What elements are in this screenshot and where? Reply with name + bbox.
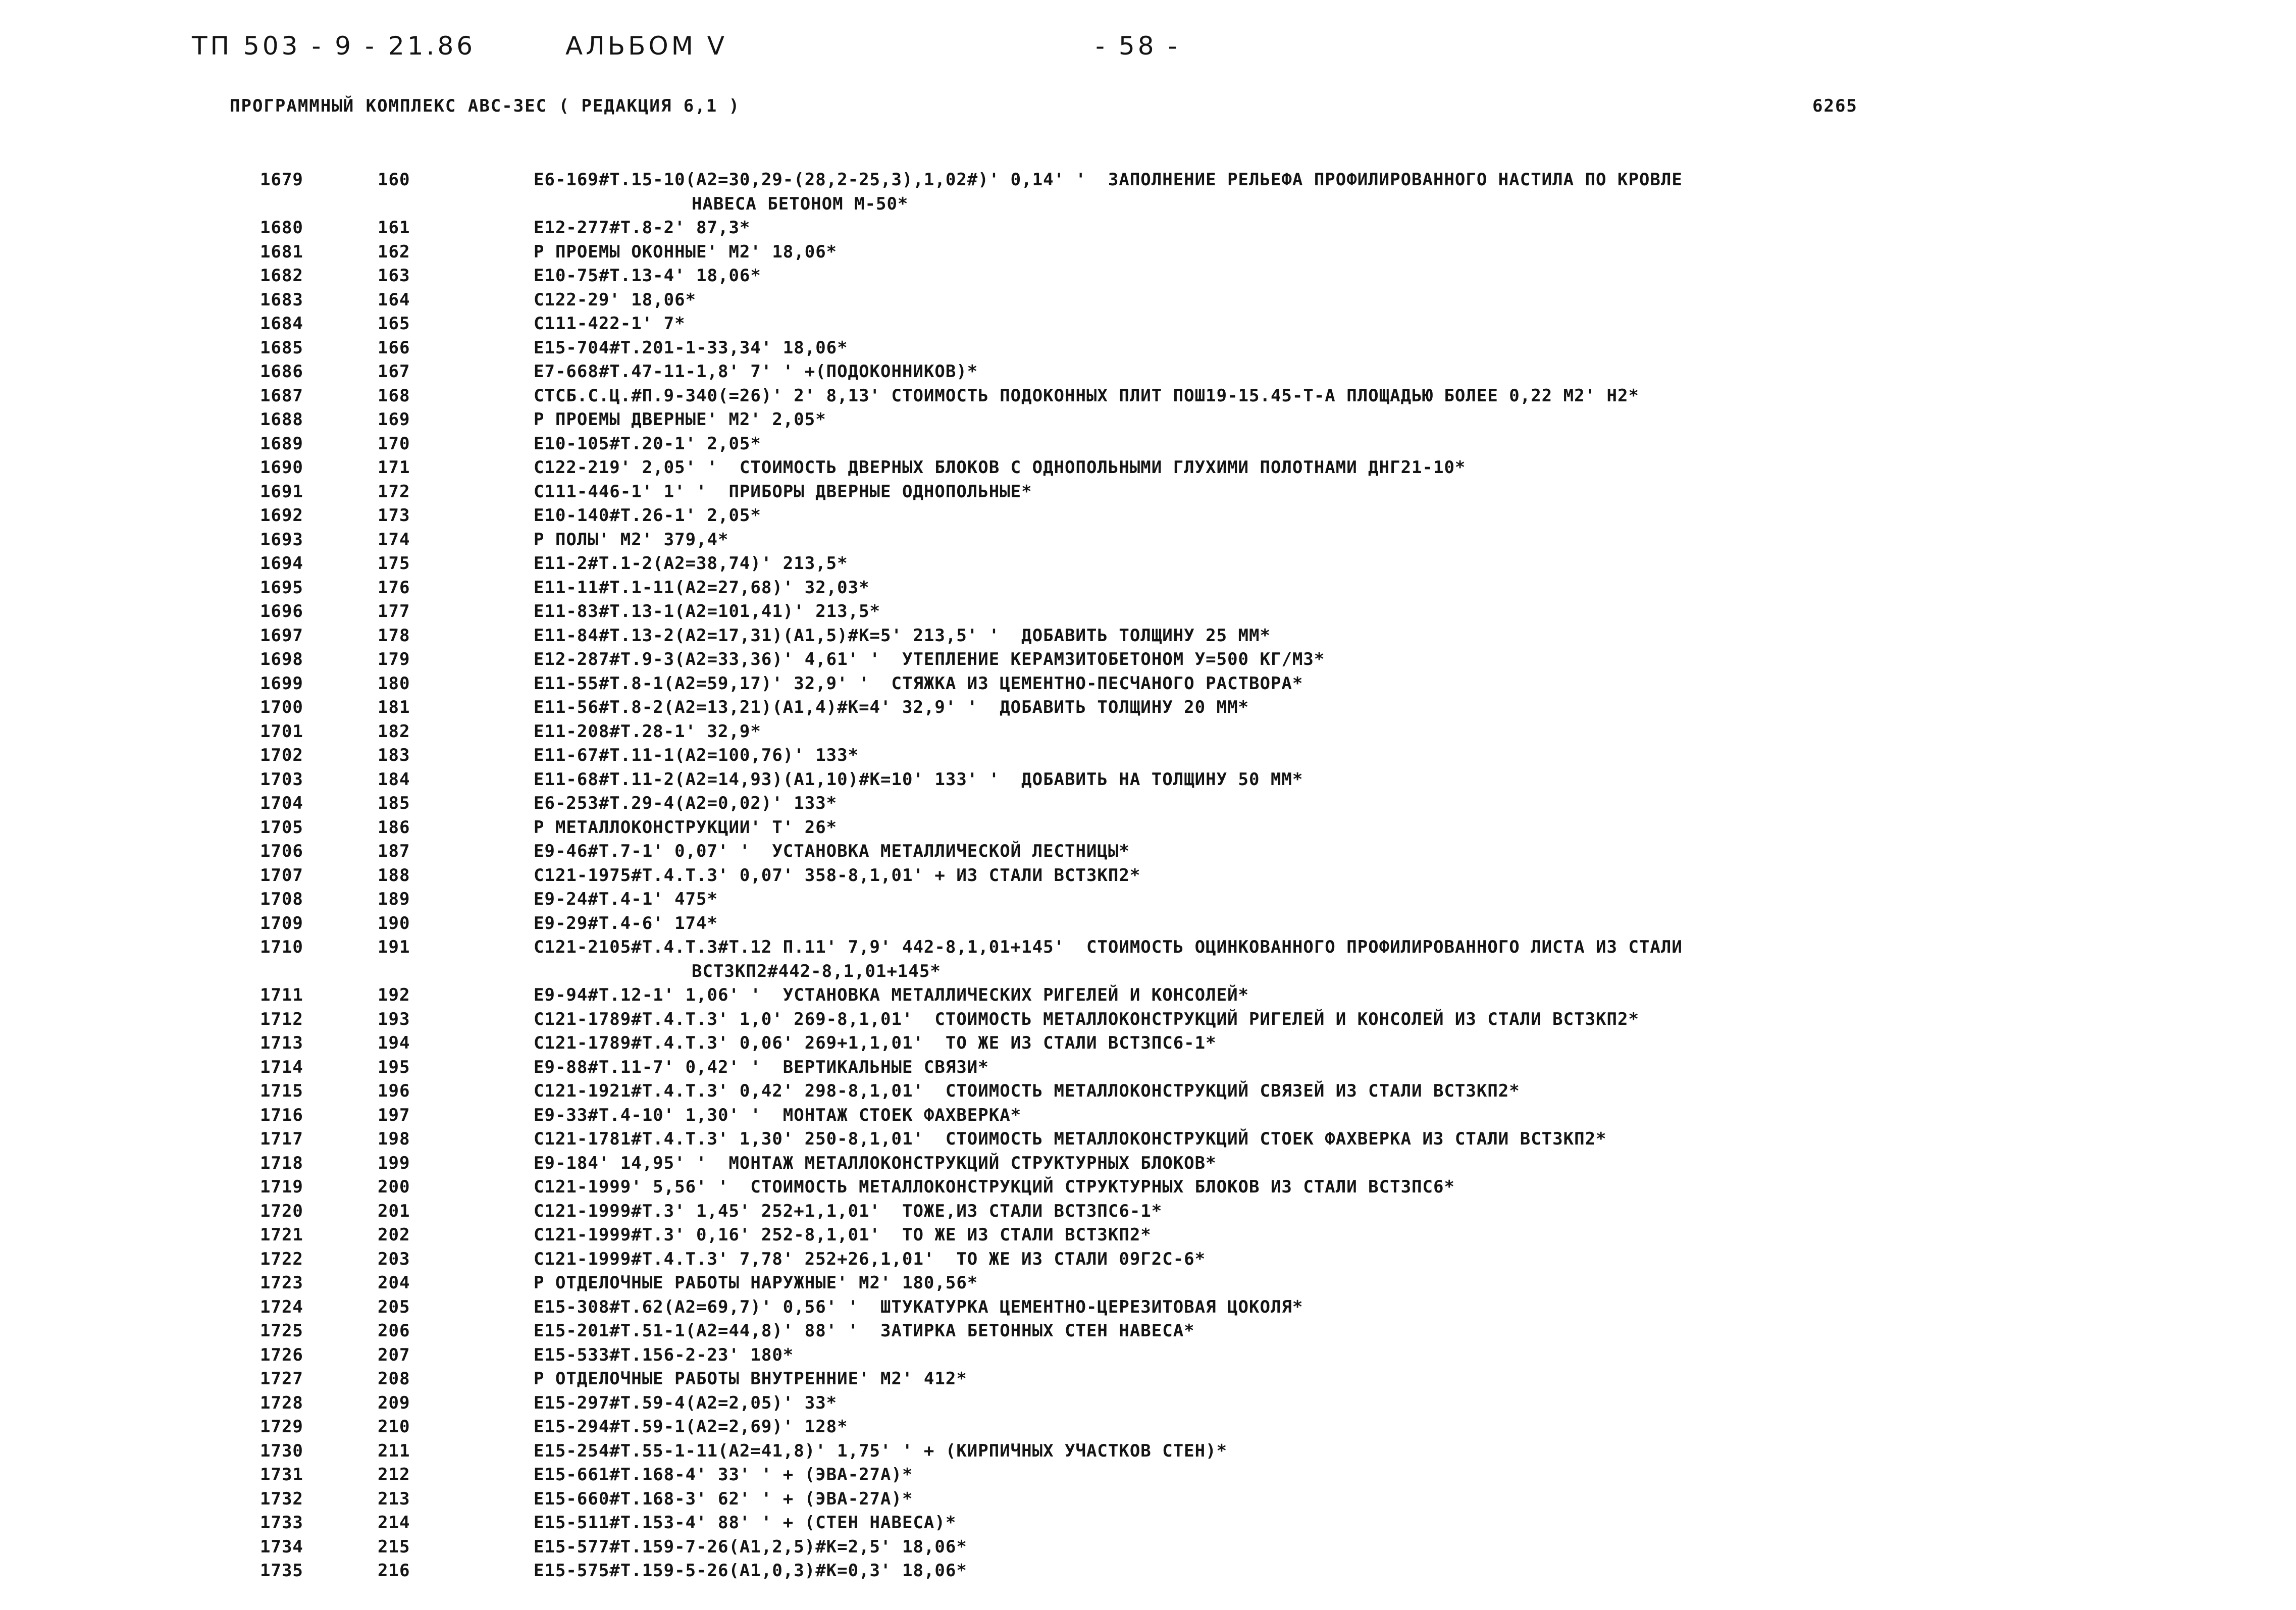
row-text: Е6-253#Т.29-4(А2=0,02)' 133*	[534, 793, 838, 813]
row-text: Е15-575#Т.159-5-26(А1,0,3)#К=0,3' 18,06*	[534, 1561, 967, 1581]
row-item-number: 191	[378, 937, 410, 957]
row-item-number: 201	[378, 1201, 410, 1221]
row-item-number: 189	[378, 889, 410, 909]
row-item-number: 177	[378, 601, 410, 621]
row-item-number: 173	[378, 505, 410, 526]
listing-row	[0, 792, 2296, 816]
row-text: Е10-140#Т.26-1' 2,05*	[534, 505, 761, 526]
row-item-number: 204	[378, 1273, 410, 1293]
row-sequence-number: 1698	[260, 649, 303, 669]
listing-row	[0, 1415, 2296, 1439]
listing-row	[0, 1487, 2296, 1512]
row-item-number: 205	[378, 1296, 410, 1317]
row-sequence-number: 1699	[260, 673, 303, 694]
listing-row	[0, 1248, 2296, 1272]
row-text: С121-1781#Т.4.Т.3' 1,30' 250-8,1,01' СТОИМОСТЬ МЕТАЛЛОКОНСТРУКЦИЙ СТОЕК ФАХВЕРКА ИЗ СТАЛИ ВСТ3КП2*	[534, 1129, 1607, 1149]
row-item-number: 170	[378, 433, 410, 454]
row-text: Е11-2#Т.1-2(А2=38,74)' 213,5*	[534, 553, 848, 574]
listing-row	[0, 360, 2296, 384]
row-sequence-number: 1696	[260, 601, 303, 621]
row-text: С111-446-1' 1' ' ПРИБОРЫ ДВЕРНЫЕ ОДНОПОЛЬНЫЕ*	[534, 481, 1032, 502]
row-text: С121-1999' 5,56' ' СТОИМОСТЬ МЕТАЛЛОКОНСТРУКЦИЙ СТРУКТУРНЫХ БЛОКОВ ИЗ СТАЛИ ВСТ3ПС6*	[534, 1177, 1455, 1197]
row-text: Е11-68#Т.11-2(А2=14,93)(А1,10)#К=10' 133' ' ДОБАВИТЬ НА ТОЛЩИНУ 50 ММ*	[534, 769, 1303, 790]
row-item-number: 187	[378, 841, 410, 861]
listing-row	[0, 1031, 2296, 1056]
row-sequence-number: 1715	[260, 1081, 303, 1101]
listing-row	[0, 216, 2296, 240]
listing-row	[0, 1271, 2296, 1295]
listing-row	[0, 1559, 2296, 1583]
row-item-number: 206	[378, 1321, 410, 1341]
listing-row	[0, 1008, 2296, 1032]
row-sequence-number: 1711	[260, 985, 303, 1005]
row-sequence-number: 1712	[260, 1009, 303, 1029]
row-sequence-number: 1695	[260, 577, 303, 598]
listing-row	[0, 576, 2296, 600]
row-text: С122-29' 18,06*	[534, 289, 697, 310]
row-text: Е9-46#Т.7-1' 0,07' ' УСТАНОВКА МЕТАЛЛИЧЕСКОЙ ЛЕСТНИЦЫ*	[534, 841, 1130, 861]
listing-row	[0, 816, 2296, 840]
row-sequence-number: 1733	[260, 1513, 303, 1533]
row-sequence-number: 1704	[260, 793, 303, 813]
listing-row	[0, 528, 2296, 552]
row-item-number: 172	[378, 481, 410, 502]
row-text: Е11-208#Т.28-1' 32,9*	[534, 721, 761, 742]
listing-row	[0, 1439, 2296, 1464]
row-item-number: 176	[378, 577, 410, 598]
row-sequence-number: 1725	[260, 1321, 303, 1341]
listing-row	[0, 288, 2296, 313]
row-item-number: 214	[378, 1513, 410, 1533]
row-sequence-number: 1732	[260, 1488, 303, 1509]
row-item-number: 174	[378, 529, 410, 550]
listing-row	[0, 840, 2296, 864]
row-sequence-number: 1728	[260, 1392, 303, 1413]
row-text: Е9-88#Т.11-7' 0,42' ' ВЕРТИКАЛЬНЫЕ СВЯЗИ*	[534, 1057, 989, 1077]
row-sequence-number: 1702	[260, 745, 303, 765]
listing-row	[0, 720, 2296, 744]
row-sequence-number: 1689	[260, 433, 303, 454]
row-item-number: 185	[378, 793, 410, 813]
listing-row	[0, 696, 2296, 720]
listing-row	[0, 432, 2296, 456]
row-sequence-number: 1734	[260, 1536, 303, 1557]
row-item-number: 161	[378, 218, 410, 238]
row-text: Р ПРОЕМЫ ОКОННЫЕ' М2' 18,06*	[534, 241, 838, 262]
row-item-number: 211	[378, 1440, 410, 1461]
row-item-number: 212	[378, 1465, 410, 1485]
row-item-number: 207	[378, 1344, 410, 1365]
row-sequence-number: 1716	[260, 1105, 303, 1125]
listing-row	[0, 1175, 2296, 1200]
row-text-continuation: ВСТ3КП2#442-8,1,01+145*	[692, 961, 941, 981]
row-text: Е12-287#Т.9-3(А2=33,36)' 4,61' ' УТЕПЛЕНИЕ КЕРАМЗИТОБЕТОНОМ У=500 КГ/М3*	[534, 649, 1325, 669]
row-sequence-number: 1724	[260, 1296, 303, 1317]
row-text: СТСБ.С.Ц.#П.9-340(=26)' 2' 8,13' СТОИМОСТЬ ПОДОКОННЫХ ПЛИТ ПОШ19-15.45-Т-А ПЛОЩАДЬЮ БОЛЕЕ 0,22 М2' Н2*	[534, 385, 1639, 406]
row-item-number: 213	[378, 1488, 410, 1509]
row-item-number: 180	[378, 673, 410, 694]
listing-row	[0, 1104, 2296, 1128]
listing-row	[0, 936, 2296, 983]
row-item-number: 182	[378, 721, 410, 742]
row-sequence-number: 1707	[260, 865, 303, 886]
row-sequence-number: 1685	[260, 337, 303, 358]
row-item-number: 192	[378, 985, 410, 1005]
row-item-number: 195	[378, 1057, 410, 1077]
page-number: - 58 -	[1095, 31, 1180, 61]
listing-row	[0, 1535, 2296, 1560]
row-item-number: 160	[378, 170, 410, 190]
row-text: Р МЕТАЛЛОКОНСТРУКЦИИ' Т' 26*	[534, 817, 838, 838]
listing-row	[0, 264, 2296, 288]
row-text: С111-422-1' 7*	[534, 314, 686, 334]
listing-row	[0, 1223, 2296, 1248]
page-header	[192, 31, 2161, 67]
row-sequence-number: 1691	[260, 481, 303, 502]
listing-row	[0, 1056, 2296, 1080]
row-sequence-number: 1692	[260, 505, 303, 526]
row-text: Е11-83#Т.13-1(А2=101,41)' 213,5*	[534, 601, 881, 621]
row-sequence-number: 1684	[260, 314, 303, 334]
row-sequence-number: 1720	[260, 1201, 303, 1221]
row-item-number: 163	[378, 266, 410, 286]
row-item-number: 175	[378, 553, 410, 574]
listing-row	[0, 336, 2296, 360]
row-sequence-number: 1730	[260, 1440, 303, 1461]
row-item-number: 203	[378, 1249, 410, 1269]
listing-row	[0, 1152, 2296, 1176]
estimate-listing	[0, 168, 2296, 1583]
listing-row	[0, 1079, 2296, 1104]
listing-row	[0, 480, 2296, 504]
listing-row	[0, 624, 2296, 648]
listing-row	[0, 864, 2296, 888]
row-text: С122-219' 2,05' ' СТОИМОСТЬ ДВЕРНЫХ БЛОКОВ С ОДНОПОЛЬНЫМИ ГЛУХИМИ ПОЛОТНАМИ ДНГ21-10*	[534, 457, 1466, 478]
row-item-number: 197	[378, 1105, 410, 1125]
listing-row	[0, 240, 2296, 265]
row-item-number: 181	[378, 697, 410, 717]
listing-row	[0, 1295, 2296, 1320]
listing-row	[0, 648, 2296, 672]
row-text: С121-2105#Т.4.Т.3#Т.12 П.11' 7,9' 442-8,1,01+145' СТОИМОСТЬ ОЦИНКОВАННОГО ПРОФИЛИРОВАННОГО ЛИСТА ИЗ СТАЛИ	[534, 937, 1683, 957]
row-item-number: 194	[378, 1033, 410, 1053]
listing-row	[0, 1391, 2296, 1416]
row-item-number: 164	[378, 289, 410, 310]
row-item-number: 200	[378, 1177, 410, 1197]
row-sequence-number: 1703	[260, 769, 303, 790]
row-sequence-number: 1719	[260, 1177, 303, 1197]
row-sequence-number: 1726	[260, 1344, 303, 1365]
row-text: С121-1975#Т.4.Т.3' 0,07' 358-8,1,01' + ИЗ СТАЛИ ВСТ3КП2*	[534, 865, 1141, 886]
listing-row	[0, 1463, 2296, 1487]
row-text: Е15-511#Т.153-4' 88' ' + (СТЕН НАВЕСА)*	[534, 1513, 957, 1533]
row-text: С121-1789#Т.4.Т.3' 1,0' 269-8,1,01' СТОИМОСТЬ МЕТАЛЛОКОНСТРУКЦИЙ РИГЕЛЕЙ И КОНСОЛЕЙ ИЗ СТАЛИ ВСТ3КП2*	[534, 1009, 1639, 1029]
row-sequence-number: 1679	[260, 170, 303, 190]
listing-row	[0, 504, 2296, 528]
row-item-number: 216	[378, 1561, 410, 1581]
row-item-number: 167	[378, 361, 410, 382]
row-item-number: 186	[378, 817, 410, 838]
row-text: Е15-660#Т.168-3' 62' ' + (ЭВА-27А)*	[534, 1488, 913, 1509]
album-label: АЛЬБОМ V	[565, 31, 727, 61]
listing-row	[0, 1367, 2296, 1391]
program-header	[230, 96, 2199, 121]
row-item-number: 196	[378, 1081, 410, 1101]
row-text: Е11-55#Т.8-1(А2=59,17)' 32,9' ' СТЯЖКА ИЗ ЦЕМЕНТНО-ПЕСЧАНОГО РАСТВОРА*	[534, 673, 1303, 694]
row-text: Е9-33#Т.4-10' 1,30' ' МОНТАЖ СТОЕК ФАХВЕРКА*	[534, 1105, 1022, 1125]
row-sequence-number: 1700	[260, 697, 303, 717]
row-text: Е11-56#Т.8-2(А2=13,21)(А1,4)#К=4' 32,9' ' ДОБАВИТЬ ТОЛЩИНУ 20 ММ*	[534, 697, 1249, 717]
row-sequence-number: 1697	[260, 625, 303, 646]
row-sequence-number: 1701	[260, 721, 303, 742]
row-text: Е15-294#Т.59-1(А2=2,69)' 128*	[534, 1417, 848, 1437]
row-item-number: 188	[378, 865, 410, 886]
row-sequence-number: 1708	[260, 889, 303, 909]
program-name: ПРОГРАММНЫЙ КОМПЛЕКС АВС-3ЕС ( РЕДАКЦИЯ 6,1 )	[230, 96, 741, 116]
row-sequence-number: 1721	[260, 1225, 303, 1245]
row-item-number: 171	[378, 457, 410, 478]
row-text: Е9-184' 14,95' ' МОНТАЖ МЕТАЛЛОКОНСТРУКЦИЙ СТРУКТУРНЫХ БЛОКОВ*	[534, 1153, 1217, 1173]
listing-row	[0, 912, 2296, 936]
row-text: Е7-668#Т.47-11-1,8' 7' ' +(ПОДОКОННИКОВ)*	[534, 361, 978, 382]
row-text: Е15-254#Т.55-1-11(А2=41,8)' 1,75' ' + (КИРПИЧНЫХ УЧАСТКОВ СТЕН)*	[534, 1440, 1228, 1461]
row-item-number: 184	[378, 769, 410, 790]
row-item-number: 178	[378, 625, 410, 646]
row-sequence-number: 1727	[260, 1369, 303, 1389]
row-item-number: 169	[378, 409, 410, 430]
row-text: Е15-308#Т.62(А2=69,7)' 0,56' ' ШТУКАТУРКА ЦЕМЕНТНО-ЦЕРЕЗИТОВАЯ ЦОКОЛЯ*	[534, 1296, 1303, 1317]
row-text: С121-1999#Т.3' 1,45' 252+1,1,01' ТОЖЕ,ИЗ СТАЛИ ВСТ3ПС6-1*	[534, 1201, 1163, 1221]
listing-row	[0, 456, 2296, 480]
listing-row	[0, 1127, 2296, 1152]
row-sequence-number: 1717	[260, 1129, 303, 1149]
row-sequence-number: 1731	[260, 1465, 303, 1485]
row-text-continuation: НАВЕСА БЕТОНОМ М-50*	[692, 193, 909, 214]
listing-row	[0, 1200, 2296, 1224]
row-item-number: 190	[378, 913, 410, 933]
row-text: С121-1999#Т.4.Т.3' 7,78' 252+26,1,01' ТО ЖЕ ИЗ СТАЛИ 09Г2С-6*	[534, 1249, 1206, 1269]
row-text: С121-1999#Т.3' 0,16' 252-8,1,01' ТО ЖЕ ИЗ СТАЛИ ВСТ3КП2*	[534, 1225, 1152, 1245]
row-text: Е15-704#Т.201-1-33,34' 18,06*	[534, 337, 848, 358]
row-text: Е10-75#Т.13-4' 18,06*	[534, 266, 761, 286]
row-item-number: 168	[378, 385, 410, 406]
row-item-number: 210	[378, 1417, 410, 1437]
row-text: Е10-105#Т.20-1' 2,05*	[534, 433, 761, 454]
row-item-number: 179	[378, 649, 410, 669]
listing-row	[0, 768, 2296, 792]
listing-row	[0, 1319, 2296, 1343]
document-code: ТП 503 - 9 - 21.86	[192, 31, 476, 61]
row-text: Е15-201#Т.51-1(А2=44,8)' 88' ' ЗАТИРКА БЕТОННЫХ СТЕН НАВЕСА*	[534, 1321, 1195, 1341]
listing-row	[0, 1511, 2296, 1535]
row-sequence-number: 1694	[260, 553, 303, 574]
row-item-number: 165	[378, 314, 410, 334]
row-item-number: 209	[378, 1392, 410, 1413]
row-text: Е15-297#Т.59-4(А2=2,05)' 33*	[534, 1392, 838, 1413]
row-text: Е6-169#Т.15-10(А2=30,29-(28,2-25,3),1,02#)' 0,14' ' ЗАПОЛНЕНИЕ РЕЛЬЕФА ПРОФИЛИРОВАННОГО НАСТИЛА ПО КРОВЛЕ	[534, 170, 1683, 190]
row-text: Р ОТДЕЛОЧНЫЕ РАБОТЫ ВНУТРЕННИЕ' М2' 412*	[534, 1369, 967, 1389]
row-sequence-number: 1713	[260, 1033, 303, 1053]
row-text: Е15-661#Т.168-4' 33' ' + (ЭВА-27А)*	[534, 1465, 913, 1485]
row-item-number: 202	[378, 1225, 410, 1245]
listing-row	[0, 168, 2296, 216]
row-text: Е11-11#Т.1-11(А2=27,68)' 32,03*	[534, 577, 870, 598]
row-sequence-number: 1706	[260, 841, 303, 861]
row-item-number: 183	[378, 745, 410, 765]
listing-row	[0, 744, 2296, 768]
row-sequence-number: 1690	[260, 457, 303, 478]
row-text: Е9-94#Т.12-1' 1,06' ' УСТАНОВКА МЕТАЛЛИЧЕСКИХ РИГЕЛЕЙ И КОНСОЛЕЙ*	[534, 985, 1249, 1005]
row-item-number: 162	[378, 241, 410, 262]
row-item-number: 166	[378, 337, 410, 358]
row-sequence-number: 1722	[260, 1249, 303, 1269]
row-item-number: 215	[378, 1536, 410, 1557]
row-text: Е15-577#Т.159-7-26(А1,2,5)#К=2,5' 18,06*	[534, 1536, 967, 1557]
row-item-number: 208	[378, 1369, 410, 1389]
row-sequence-number: 1735	[260, 1561, 303, 1581]
row-sequence-number: 1682	[260, 266, 303, 286]
row-text: Е9-24#Т.4-1' 475*	[534, 889, 718, 909]
row-sequence-number: 1705	[260, 817, 303, 838]
row-text: Е9-29#Т.4-6' 174*	[534, 913, 718, 933]
row-item-number: 199	[378, 1153, 410, 1173]
row-item-number: 198	[378, 1129, 410, 1149]
listing-row	[0, 384, 2296, 408]
row-item-number: 193	[378, 1009, 410, 1029]
row-sequence-number: 1681	[260, 241, 303, 262]
listing-row	[0, 1343, 2296, 1368]
row-sequence-number: 1686	[260, 361, 303, 382]
listing-row	[0, 552, 2296, 576]
row-sequence-number: 1693	[260, 529, 303, 550]
row-sequence-number: 1729	[260, 1417, 303, 1437]
program-id: 6265	[1812, 96, 1858, 116]
row-text: Р ПРОЕМЫ ДВЕРНЫЕ' М2' 2,05*	[534, 409, 826, 430]
listing-row	[0, 408, 2296, 432]
listing-row	[0, 983, 2296, 1008]
row-sequence-number: 1683	[260, 289, 303, 310]
listing-row	[0, 600, 2296, 624]
row-sequence-number: 1680	[260, 218, 303, 238]
row-sequence-number: 1687	[260, 385, 303, 406]
listing-row	[0, 672, 2296, 696]
row-text: Е12-277#Т.8-2' 87,3*	[534, 218, 751, 238]
listing-row	[0, 888, 2296, 912]
row-text: Е11-84#Т.13-2(А2=17,31)(А1,5)#К=5' 213,5' ' ДОБАВИТЬ ТОЛЩИНУ 25 ММ*	[534, 625, 1271, 646]
row-text: Е15-533#Т.156-2-23' 180*	[534, 1344, 794, 1365]
row-text: Р ОТДЕЛОЧНЫЕ РАБОТЫ НАРУЖНЫЕ' М2' 180,56*	[534, 1273, 978, 1293]
row-sequence-number: 1710	[260, 937, 303, 957]
row-text: С121-1921#Т.4.Т.3' 0,42' 298-8,1,01' СТОИМОСТЬ МЕТАЛЛОКОНСТРУКЦИЙ СВЯЗЕЙ ИЗ СТАЛИ ВСТ3КП2*	[534, 1081, 1520, 1101]
row-text: Р ПОЛЫ' М2' 379,4*	[534, 529, 729, 550]
row-sequence-number: 1709	[260, 913, 303, 933]
listing-row	[0, 312, 2296, 336]
row-sequence-number: 1714	[260, 1057, 303, 1077]
row-sequence-number: 1718	[260, 1153, 303, 1173]
row-sequence-number: 1723	[260, 1273, 303, 1293]
row-text: С121-1789#Т.4.Т.3' 0,06' 269+1,1,01' ТО ЖЕ ИЗ СТАЛИ ВСТ3ПС6-1*	[534, 1033, 1217, 1053]
row-text: Е11-67#Т.11-1(А2=100,76)' 133*	[534, 745, 859, 765]
row-sequence-number: 1688	[260, 409, 303, 430]
